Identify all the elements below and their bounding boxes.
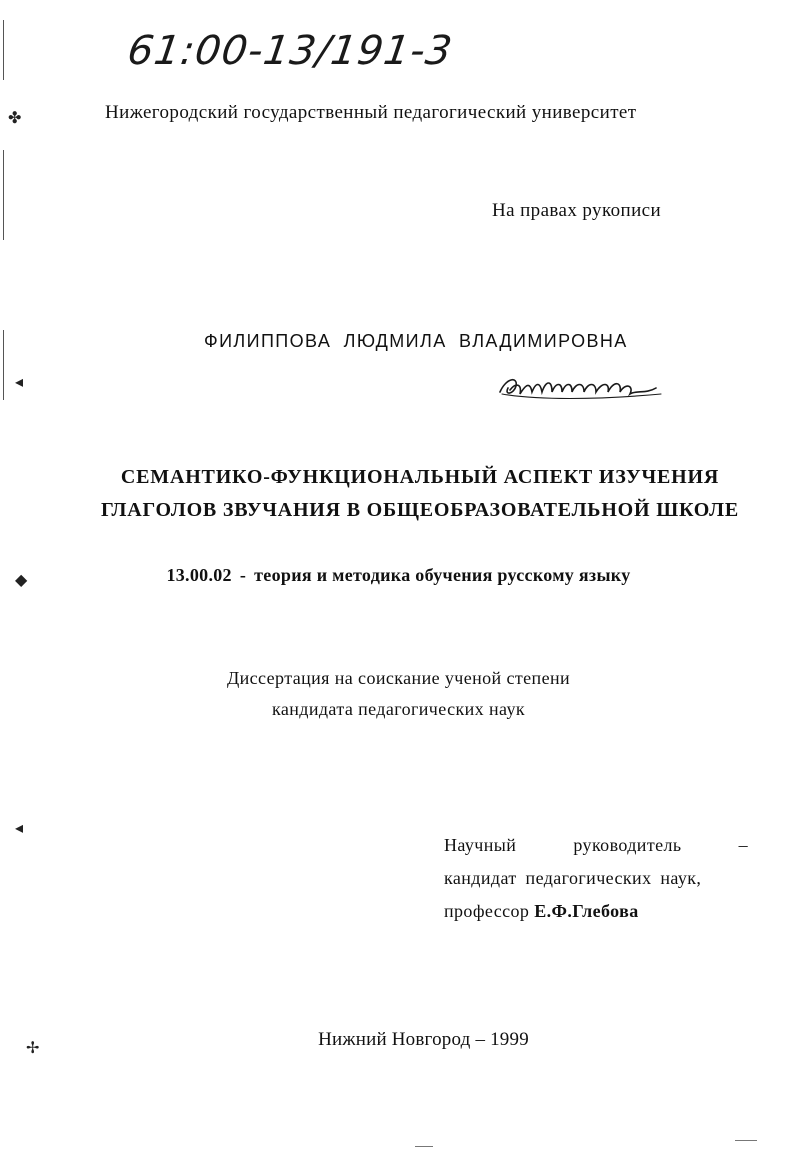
supervisor-rank: профессор (444, 901, 530, 921)
scan-edge-line (3, 150, 4, 240)
supervisor-word: руководитель (573, 835, 682, 855)
scan-speck-icon: ◂ (15, 372, 24, 391)
degree-line: кандидата педагогических наук (271, 699, 526, 719)
dissertation-title (40, 461, 797, 527)
degree-statement (0, 663, 797, 725)
specialty (0, 565, 797, 586)
specialty-code: 13.00.02 (166, 565, 232, 585)
scan-edge-line (3, 330, 4, 400)
title-line: ГЛАГОЛОВ ЗВУЧАНИЯ В ОБЩЕОБРАЗОВАТЕЛЬНОЙ ШКОЛЕ (101, 499, 739, 521)
scan-speck-icon: ✤ (8, 108, 22, 127)
scan-bottom-rule (735, 1140, 757, 1141)
scan-speck-icon: ✢ (26, 1038, 40, 1057)
university-name: Нижегородский государственный педагогический университет (105, 102, 637, 123)
call-number: 61:00-13/191-3 (124, 28, 456, 74)
specialty-name: теория и методика обучения русскому языку (254, 565, 631, 585)
supervisor-name: Е.Ф.Глебова (534, 901, 639, 921)
supervisor-word: Научный (444, 835, 517, 855)
manuscript-note: На правах рукописи (492, 200, 662, 221)
supervisor-line: кандидат педагогических наук, (444, 868, 702, 888)
author-name: ФИЛИППОВА ЛЮДМИЛА ВЛАДИМИРОВНА (204, 331, 628, 351)
supervisor-dash: – (738, 835, 748, 855)
degree-line: Диссертация на соискание ученой степени (226, 668, 571, 688)
scan-speck-icon: ◆ (15, 570, 28, 589)
city-year: Нижний Новгород – 1999 (318, 1029, 529, 1050)
specialty-dash: - (239, 565, 247, 585)
supervisor-line (444, 895, 748, 928)
scan-speck-icon: ◂ (15, 818, 24, 837)
scan-edge-line (3, 20, 4, 80)
supervisor-block (444, 829, 748, 928)
supervisor-line (444, 829, 748, 862)
scan-bottom-rule (415, 1146, 433, 1147)
title-line: СЕМАНТИКО-ФУНКЦИОНАЛЬНЫЙ АСПЕКТ ИЗУЧЕНИЯ (120, 466, 720, 488)
author-signature (496, 360, 666, 410)
